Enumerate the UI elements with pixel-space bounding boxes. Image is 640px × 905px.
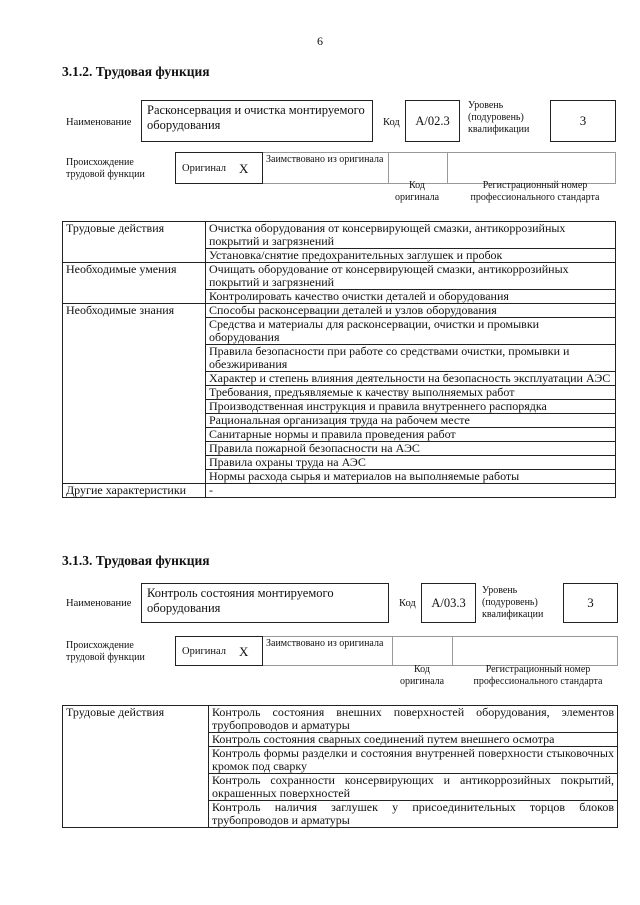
table-cell: Рациональная организация труда на рабочем месте	[206, 414, 616, 428]
section-title: 3.1.3. Трудовая функция	[62, 553, 210, 568]
origin-label: Происхождение трудовой функции	[66, 157, 145, 180]
function-name: Контроль состояния монтируемого оборудования	[147, 586, 334, 615]
row-label: Другие характеристики	[63, 484, 206, 498]
code-label: Код	[383, 117, 400, 128]
divider	[452, 636, 453, 666]
name-label: Наименование	[66, 117, 132, 128]
table-row	[63, 263, 616, 290]
code-box	[405, 100, 460, 142]
table-row	[63, 484, 616, 498]
borrowed-label: Заимствовано из оригинала	[266, 154, 384, 165]
original-cell	[175, 152, 263, 184]
section-title: 3.1.2. Трудовая функция	[62, 64, 210, 79]
origin-label: Происхождение трудовой функции	[66, 640, 145, 663]
table-cell: Санитарные нормы и правила проведения работ	[206, 428, 616, 442]
table-cell: Производственная инструкция и правила внутреннего распорядка	[206, 400, 616, 414]
code-box	[421, 583, 476, 623]
code-label: Код	[399, 598, 416, 609]
table-cell: Установка/снятие предохранительных заглушек и пробок	[206, 249, 616, 263]
level-box	[563, 583, 618, 623]
table-row	[63, 706, 618, 733]
divider	[447, 152, 448, 184]
table-cell: Средства и материалы для расконсервации, очистки и промывки оборудования	[206, 318, 616, 345]
code-value: А/02.3	[415, 113, 450, 128]
table-cell: Контроль формы разделки и состояния внутренней поверхности стыковочных кромок под сварку	[209, 747, 618, 774]
table-row	[63, 222, 616, 249]
row-label: Трудовые действия	[63, 222, 206, 263]
table-cell: Способы расконсервации деталей и узлов оборудования	[206, 304, 616, 318]
code-original-caption: Код оригинала	[394, 180, 440, 203]
row-label: Трудовые действия	[63, 706, 209, 828]
level-box	[550, 100, 616, 142]
table-cell: Нормы расхода сырья и материалов на выполняемые работы	[206, 470, 616, 484]
level-label: Уровень (подуровень) квалификации	[482, 585, 544, 620]
original-mark: X	[239, 161, 249, 176]
table-cell: Контроль состояния сварных соединений путем внешнего осмотра	[209, 733, 618, 747]
level-value: 3	[587, 595, 594, 610]
reg-number-caption: Регистрационный номер профессионального стандарта	[473, 664, 603, 687]
code-original-caption: Код оригинала	[399, 664, 445, 687]
code-value: А/03.3	[431, 595, 466, 610]
table-cell: Очистка оборудования от консервирующей смазки, антикоррозийных покрытий и загрязнений	[206, 222, 616, 249]
original-label: Оригинал	[182, 163, 226, 174]
row-label: Необходимые умения	[63, 263, 206, 304]
row-label: Необходимые знания	[63, 304, 206, 484]
name-label: Наименование	[66, 598, 132, 609]
page-number: 6	[317, 34, 323, 48]
table-cell: Требования, предъявляемые к качеству выполняемых работ	[206, 386, 616, 400]
table-cell: Правила охраны труда на АЭС	[206, 456, 616, 470]
table-cell: Правила пожарной безопасности на АЭС	[206, 442, 616, 456]
table-cell: -	[206, 484, 616, 498]
table-cell: Контроль наличия заглушек у присоединительных торцов блоков трубопроводов и арматуры	[209, 801, 618, 828]
function-table	[62, 705, 618, 828]
original-mark: X	[239, 644, 249, 659]
divider	[392, 636, 393, 666]
table-cell: Контроль сохранности консервирующих и антикоррозийных покрытий, окрашенных поверхностей	[209, 774, 618, 801]
reg-number-caption: Регистрационный номер профессионального стандарта	[470, 180, 600, 203]
table-cell: Контролировать качество очистки деталей и оборудования	[206, 290, 616, 304]
original-label: Оригинал	[182, 646, 226, 657]
table-cell: Контроль состояния внешних поверхностей оборудования, элементов трубопроводов и арматуры	[209, 706, 618, 733]
table-cell: Правила безопасности при работе со средствами очистки, промывки и обезжиривания	[206, 345, 616, 372]
original-cell	[175, 636, 263, 666]
table-cell: Очищать оборудование от консервирующей смазки, антикоррозийных покрытий и загрязнений	[206, 263, 616, 290]
level-value: 3	[579, 113, 587, 128]
level-label: Уровень (подуровень) квалификации	[468, 100, 530, 135]
function-table	[62, 221, 616, 498]
table-row	[63, 304, 616, 318]
borrowed-label: Заимствовано из оригинала	[266, 638, 384, 649]
function-name: Расконсервация и очистка монтируемого оборудования	[147, 103, 365, 132]
function-name-box	[141, 100, 373, 142]
table-cell: Характер и степень влияния деятельности на безопасность эксплуатации АЭС	[206, 372, 616, 386]
function-name-box	[141, 583, 389, 623]
